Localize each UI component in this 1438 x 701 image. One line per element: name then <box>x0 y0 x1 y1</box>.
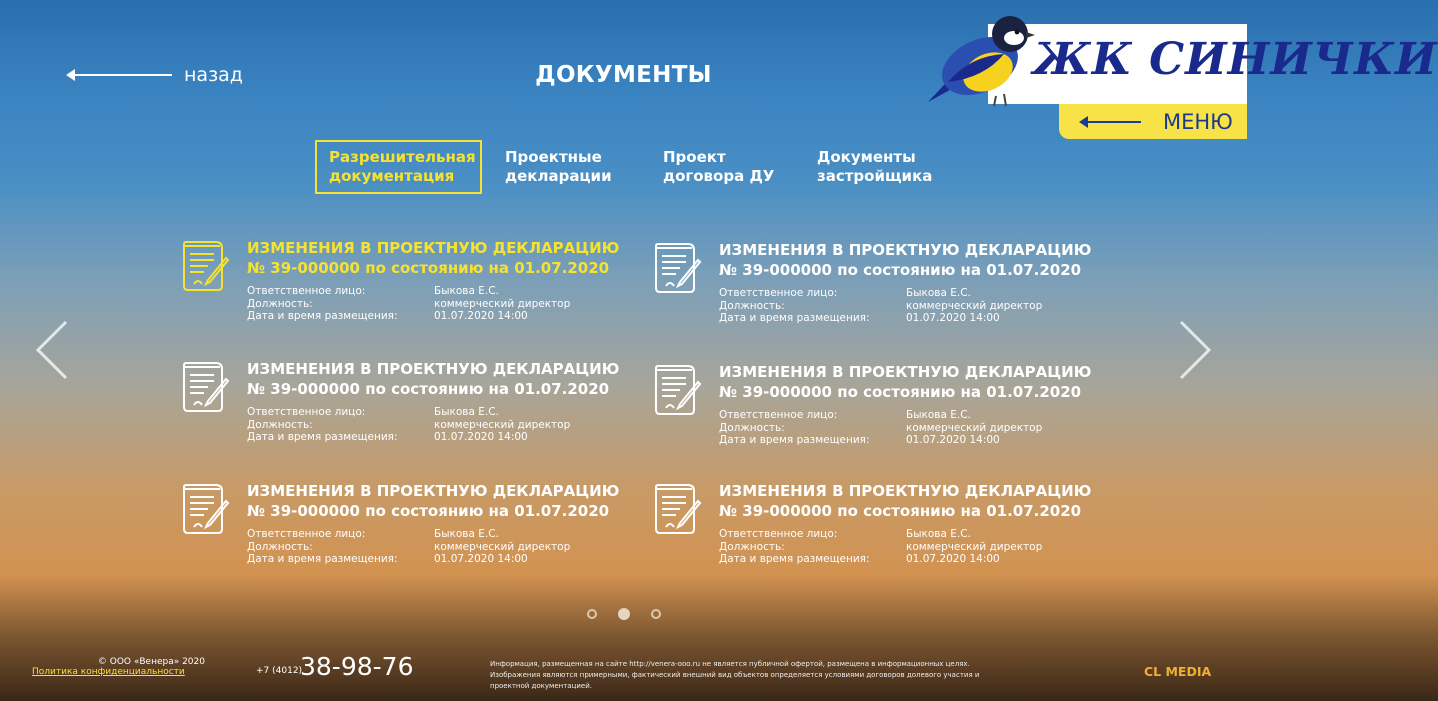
meta-value: Быкова Е.С. <box>906 409 971 421</box>
pager-dot[interactable] <box>651 609 661 619</box>
card-meta <box>247 528 571 566</box>
tab-label: декларации <box>505 167 612 185</box>
meta-value: коммерческий директор <box>906 540 1043 553</box>
meta-value: 01.07.2020 14:00 <box>434 553 528 566</box>
meta-value: Быкова Е.С. <box>906 528 971 540</box>
titmouse-bird-icon <box>918 10 1038 110</box>
tab-label: застройщика <box>817 167 933 185</box>
card-title: ИЗМЕНЕНИЯ В ПРОЕКТНУЮ ДЕКЛАРАЦИЮ <box>247 239 620 257</box>
meta-value: Быкова Е.С. <box>434 528 499 540</box>
meta-key: Должность: <box>719 421 785 434</box>
card-meta <box>719 409 1043 447</box>
meta-value: 01.07.2020 14:00 <box>434 310 528 323</box>
meta-value: коммерческий директор <box>434 297 571 310</box>
arrow-left-icon <box>1081 121 1141 123</box>
meta-key: Должность: <box>247 297 313 310</box>
meta-value: коммерческий директор <box>906 421 1043 434</box>
meta-value: 01.07.2020 14:00 <box>906 434 1000 447</box>
meta-key: Должность: <box>719 540 785 553</box>
tab-permits[interactable] <box>315 140 482 194</box>
card-title: ИЗМЕНЕНИЯ В ПРОЕКТНУЮ ДЕКЛАРАЦИЮ <box>719 363 1092 381</box>
meta-key: Дата и время размещения: <box>247 431 398 444</box>
document-icon <box>652 362 704 416</box>
tab-label: Разрешительная <box>329 148 476 166</box>
meta-key: Дата и время размещения: <box>247 310 398 323</box>
card-subtitle: № 39-000000 по состоянию на 01.07.2020 <box>247 380 610 398</box>
logo: ЖК СИНИЧКИ <box>1033 34 1438 85</box>
meta-value: коммерческий директор <box>434 540 571 553</box>
meta-key: Дата и время размещения: <box>719 553 870 566</box>
document-card[interactable] <box>652 240 1092 330</box>
phone-code: +7 (4012) <box>256 666 303 676</box>
meta-value: коммерческий директор <box>434 418 571 431</box>
back-label: назад <box>184 64 243 86</box>
pager-dot-active[interactable] <box>618 608 630 620</box>
tab-label: договора ДУ <box>663 167 775 185</box>
document-icon <box>180 481 232 535</box>
tab-label: Проект <box>663 148 726 166</box>
developer-brand[interactable]: CL MEDIA <box>1144 664 1212 679</box>
page-title: ДОКУМЕНТЫ <box>535 62 712 88</box>
card-title: ИЗМЕНЕНИЯ В ПРОЕКТНУЮ ДЕКЛАРАЦИЮ <box>247 360 620 378</box>
document-card[interactable] <box>180 238 620 328</box>
meta-value: 01.07.2020 14:00 <box>906 312 1000 325</box>
card-title: ИЗМЕНЕНИЯ В ПРОЕКТНУЮ ДЕКЛАРАЦИЮ <box>247 482 620 500</box>
meta-value: 01.07.2020 14:00 <box>434 431 528 444</box>
card-title: ИЗМЕНЕНИЯ В ПРОЕКТНУЮ ДЕКЛАРАЦИЮ <box>719 241 1092 259</box>
meta-value: 01.07.2020 14:00 <box>906 553 1000 566</box>
card-subtitle: № 39-000000 по состоянию на 01.07.2020 <box>719 383 1082 401</box>
menu-label: МЕНЮ <box>1163 109 1233 134</box>
tab-developer-documents[interactable] <box>805 140 955 194</box>
card-subtitle: № 39-000000 по состоянию на 01.07.2020 <box>247 259 610 277</box>
prev-arrow-icon[interactable] <box>34 320 70 380</box>
meta-value: коммерческий директор <box>906 299 1043 312</box>
meta-value: Быкова Е.С. <box>434 285 499 297</box>
tab-label: Документы <box>817 148 916 166</box>
tab-label: документация <box>329 167 455 185</box>
meta-key: Должность: <box>247 418 313 431</box>
tab-label: Проектные <box>505 148 602 166</box>
tab-project-declarations[interactable] <box>493 140 633 194</box>
copyright: © ООО «Венера» 2020 <box>97 657 205 667</box>
document-icon <box>180 238 232 292</box>
meta-key: Должность: <box>719 299 785 312</box>
meta-key: Дата и время размещения: <box>719 312 870 325</box>
meta-key: Ответственное лицо: <box>719 287 838 299</box>
meta-key: Ответственное лицо: <box>247 406 366 418</box>
document-icon <box>652 240 704 294</box>
meta-key: Дата и время размещения: <box>719 434 870 447</box>
document-card[interactable] <box>652 481 1092 571</box>
next-arrow-icon[interactable] <box>1177 320 1213 380</box>
phone-number[interactable]: 38-98-76 <box>300 652 414 681</box>
meta-key: Ответственное лицо: <box>719 528 838 540</box>
document-card[interactable] <box>180 359 620 449</box>
card-subtitle: № 39-000000 по состоянию на 01.07.2020 <box>247 502 610 520</box>
document-icon <box>652 481 704 535</box>
meta-key: Ответственное лицо: <box>247 528 366 540</box>
menu-button[interactable] <box>1059 104 1247 139</box>
meta-key: Должность: <box>247 540 313 553</box>
document-card[interactable] <box>180 481 620 571</box>
card-title: ИЗМЕНЕНИЯ В ПРОЕКТНУЮ ДЕКЛАРАЦИЮ <box>719 482 1092 500</box>
card-subtitle: № 39-000000 по состоянию на 01.07.2020 <box>719 502 1082 520</box>
disclaimer: Информация, размещенная на сайте http://venera-ooo.ru не является публичной офертой, размещена в информационных целях. Изображения являются примерными, фактический внешний вид объектов определяется условиями договоров долевого участия и проектной документацией. <box>490 660 980 690</box>
card-subtitle: № 39-000000 по состоянию на 01.07.2020 <box>719 261 1082 279</box>
card-meta <box>719 287 1043 325</box>
card-meta <box>247 285 571 323</box>
card-meta <box>247 406 571 444</box>
document-card[interactable] <box>652 362 1092 452</box>
meta-key: Ответственное лицо: <box>719 409 838 421</box>
tab-contract-draft[interactable] <box>651 140 791 194</box>
card-meta <box>719 528 1043 566</box>
meta-key: Ответственное лицо: <box>247 285 366 297</box>
document-icon <box>180 359 232 413</box>
meta-key: Дата и время размещения: <box>247 553 398 566</box>
meta-value: Быкова Е.С. <box>906 287 971 299</box>
privacy-policy-link[interactable]: Политика конфиденциальности <box>32 667 185 677</box>
pager-dot[interactable] <box>587 609 597 619</box>
meta-value: Быкова Е.С. <box>434 406 499 418</box>
